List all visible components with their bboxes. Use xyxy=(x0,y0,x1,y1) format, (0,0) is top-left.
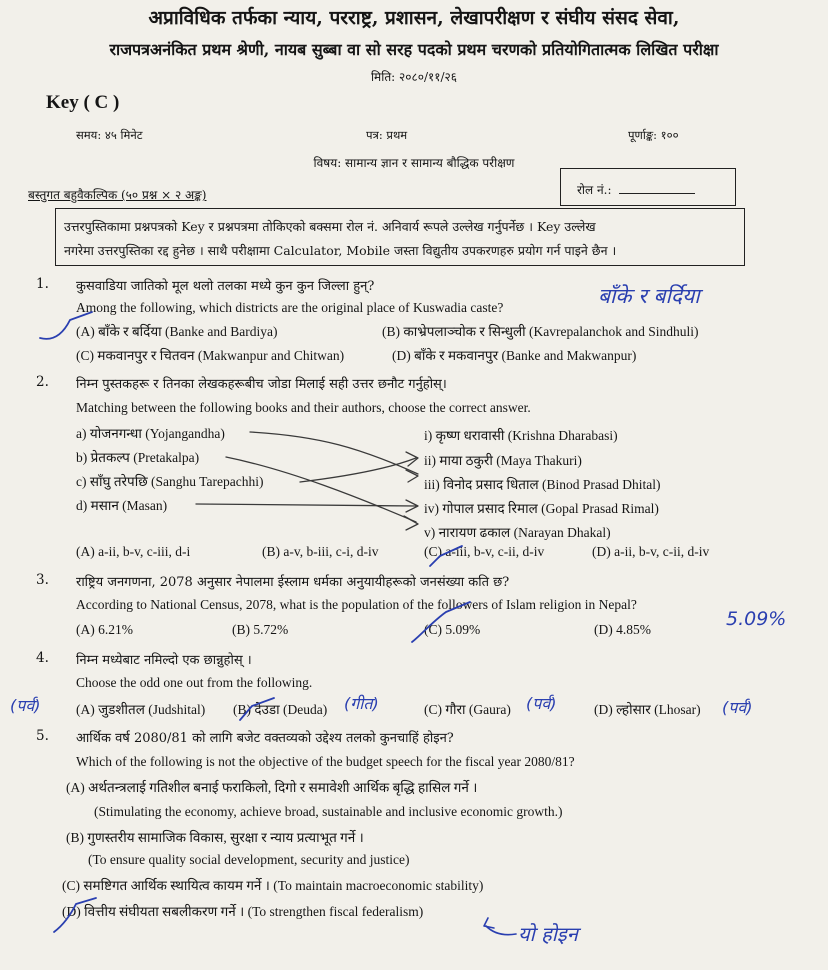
question-5-option-d: (D) वित्तीय संघीयता सबलीकरण गर्ने । (To strengthen fiscal federalism) xyxy=(62,904,424,919)
question-1-number: 1. xyxy=(36,276,49,292)
question-5-number: 5. xyxy=(36,728,49,744)
question-3-option-d: (D) 4.85% xyxy=(594,622,651,637)
question-3-option-b: (B) 5.72% xyxy=(232,622,289,637)
book-d: d) मसान (Masan) xyxy=(76,498,168,513)
instruction-notice xyxy=(55,208,745,266)
author-v: v) नारायण ढकाल (Narayan Dhakal) xyxy=(424,525,611,540)
handwritten-q1-answer: बाँके र बर्दिया xyxy=(598,284,700,308)
question-4-nepali: निम्न मध्येबाट नमिल्दो एक छान्नुहोस् । xyxy=(76,653,252,668)
question-4-option-a: (A) जुडशीतल (Judshital) xyxy=(76,702,206,717)
question-4-number: 4. xyxy=(36,650,49,666)
question-1-option-b: (B) काभ्रेपलाञ्चोक र सिन्धुली (Kavrepalanchok and Sindhuli) xyxy=(382,324,699,339)
question-1-nepali: कुसवाडिया जातिको मूल थलो तलका मध्ये कुन कुन जिल्ला हुन्? xyxy=(76,279,375,294)
question-2-option-a: (A) a-ii, b-v, c-iii, d-i xyxy=(76,544,191,559)
arrow-to-q5-note-head xyxy=(484,918,494,928)
exam-subject: विषय: सामान्य ज्ञान र सामान्य बौद्धिक परीक्षण xyxy=(313,156,515,170)
question-2-number: 2. xyxy=(36,374,49,390)
exam-time: समय: ४५ मिनेट xyxy=(76,128,143,142)
question-1-english: Among the following, which districts are the original place of Kuswadia caste? xyxy=(76,300,504,315)
question-2-nepali: निम्न पुस्तकहरू र तिनका लेखकहरूबीच जोडा मिलाई सही उत्तर छनौट गर्नुहोस्। xyxy=(76,377,447,392)
author-iv: iv) गोपाल प्रसाद रिमाल (Gopal Prasad Rimal) xyxy=(424,501,659,516)
question-5-option-a-nepali: (A) अर्थतन्त्रलाई गतिशील बनाई फराकिलो, दिगो र समावेशी आर्थिक बृद्धि हासिल गर्ने । xyxy=(66,780,478,795)
question-4-option-b: (B) देउडा (Deuda) xyxy=(233,702,328,717)
question-5-option-a-english: (Stimulating the economy, achieve broad, sustainable and inclusive economic growth.) xyxy=(94,804,563,819)
match-line-c-ii xyxy=(300,458,416,482)
section-title: बस्तुगत बहुवैकल्पिक (५० प्रश्न × २ अङ्क) xyxy=(28,188,207,202)
question-5-option-c: (C) समष्टिगत आर्थिक स्थायित्व कायम गर्ने । (To maintain macroeconomic stability) xyxy=(62,878,484,893)
question-2-english: Matching between the following books and their authors, choose the correct answer. xyxy=(76,400,531,415)
book-a: a) योजनगन्धा (Yojangandha) xyxy=(76,426,225,441)
question-2-option-d: (D) a-ii, b-v, c-ii, d-iv xyxy=(592,544,710,559)
roll-number-label: रोल नं.: xyxy=(577,183,612,197)
notice-line-1: उत्तरपुस्तिकामा प्रश्नपत्रको Key र प्रश्नपत्रमा तोकिएको बक्समा रोल नं. अनिवार्य रूपले उल्लेख गर्नुपर्नेछ । Key उल्लेख xyxy=(64,219,596,234)
question-5-option-b-english: (To ensure quality social development, security and justice) xyxy=(88,852,410,867)
match-line-a-iii xyxy=(250,432,418,474)
author-ii: ii) माया ठकुरी (Maya Thakuri) xyxy=(424,453,582,468)
roll-number-blank xyxy=(619,193,695,194)
arrowhead-iv xyxy=(406,500,418,512)
question-5-english: Which of the following is not the objective of the budget speech for the fiscal year 2080/81? xyxy=(76,754,575,769)
arrowhead-v xyxy=(404,516,418,530)
question-4-english: Choose the odd one out from the following. xyxy=(76,675,313,690)
handwritten-q3-answer: 5.09% xyxy=(726,608,787,630)
question-3-option-c: (C) 5.09% xyxy=(424,622,481,637)
notice-line-2: नगरेमा उत्तरपुस्तिका रद्द हुनेछ । साथै परीक्षामा Calculator, Mobile जस्ता विद्युतीय उपकरणहरु प्रयोग गर्न पाइने छैन । xyxy=(64,243,617,258)
exam-paper: पत्र: प्रथम xyxy=(366,128,408,142)
question-4-option-c: (C) गौरा (Gaura) xyxy=(424,702,511,717)
question-2-option-b: (B) a-v, b-iii, c-i, d-iv xyxy=(262,544,379,559)
handwritten-q5-note: यो होइन xyxy=(518,922,578,946)
full-marks: पूर्णाङ्क: १०० xyxy=(628,128,679,142)
author-i: i) कृष्ण धरावासी (Krishna Dharabasi) xyxy=(424,428,618,443)
question-1-option-a: (A) बाँके र बर्दिया (Banke and Bardiya) xyxy=(76,324,278,339)
question-5-nepali: आर्थिक वर्ष 2080/81 को लागि बजेट वक्तव्यको उद्देश्य तलको कुनचाहिं होइन? xyxy=(76,731,454,746)
book-b: b) प्रेतकल्प (Pretakalpa) xyxy=(76,450,200,465)
question-5-option-b-nepali: (B) गुणस्तरीय सामाजिक विकास, सुरक्षा र न्याय प्रत्याभूत गर्ने । xyxy=(66,830,364,845)
question-1-option-c: (C) मकवानपुर र चितवन (Makwanpur and Chitwan) xyxy=(76,348,345,363)
question-3-english: According to National Census, 2078, what is the population of the followers of Islam religion in Nepal? xyxy=(76,597,637,612)
answer-key-label: Key ( C ) xyxy=(46,92,120,113)
question-3-number: 3. xyxy=(36,572,49,588)
exam-header-line2: राजपत्रअनंकित प्रथम श्रेणी, नायब सुब्बा वा सो सरह पदको प्रथम चरणको प्रतियोगितात्मक लिखित परीक्षा xyxy=(109,40,719,59)
question-1-option-d: (D) बाँके र मकवानपुर (Banke and Makwanpur) xyxy=(392,348,637,363)
book-c: c) साँघु तरेपछि (Sanghu Tarepachhi) xyxy=(76,474,264,489)
arrowhead-ii xyxy=(406,452,418,466)
handwritten-q4-note-b: (गीत) xyxy=(344,694,379,713)
handwritten-q4-note-d: (पर्व) xyxy=(722,698,753,717)
question-3-option-a: (A) 6.21% xyxy=(76,622,133,637)
question-2-option-c: (C) a-iii, b-v, c-ii, d-iv xyxy=(424,544,545,559)
handwritten-q4-note-c: (पर्व) xyxy=(526,694,557,713)
author-iii: iii) विनोद प्रसाद धिताल (Binod Prasad Dhital) xyxy=(424,477,661,492)
arrow-to-q5-note xyxy=(486,926,516,935)
question-4-option-d: (D) ल्होसार (Lhosar) xyxy=(594,702,701,717)
question-3-nepali: राष्ट्रिय जनगणना, 2078 अनुसार नेपालमा ईस्लाम धर्मका अनुयायीहरूको जनसंख्या कति छ? xyxy=(76,575,510,590)
roll-number-box xyxy=(560,168,736,206)
arrowhead-iii xyxy=(406,470,418,482)
match-line-d-iv xyxy=(196,504,416,506)
exam-header-line1: अप्राविधिक तर्फका न्याय, परराष्ट्र, प्रशासन, लेखापरीक्षण र संघीय संसद सेवा, xyxy=(148,7,680,29)
exam-date: मिति: २०८०/११/२६ xyxy=(370,70,458,84)
handwritten-q4-note-a: (पर्व) xyxy=(10,696,41,715)
